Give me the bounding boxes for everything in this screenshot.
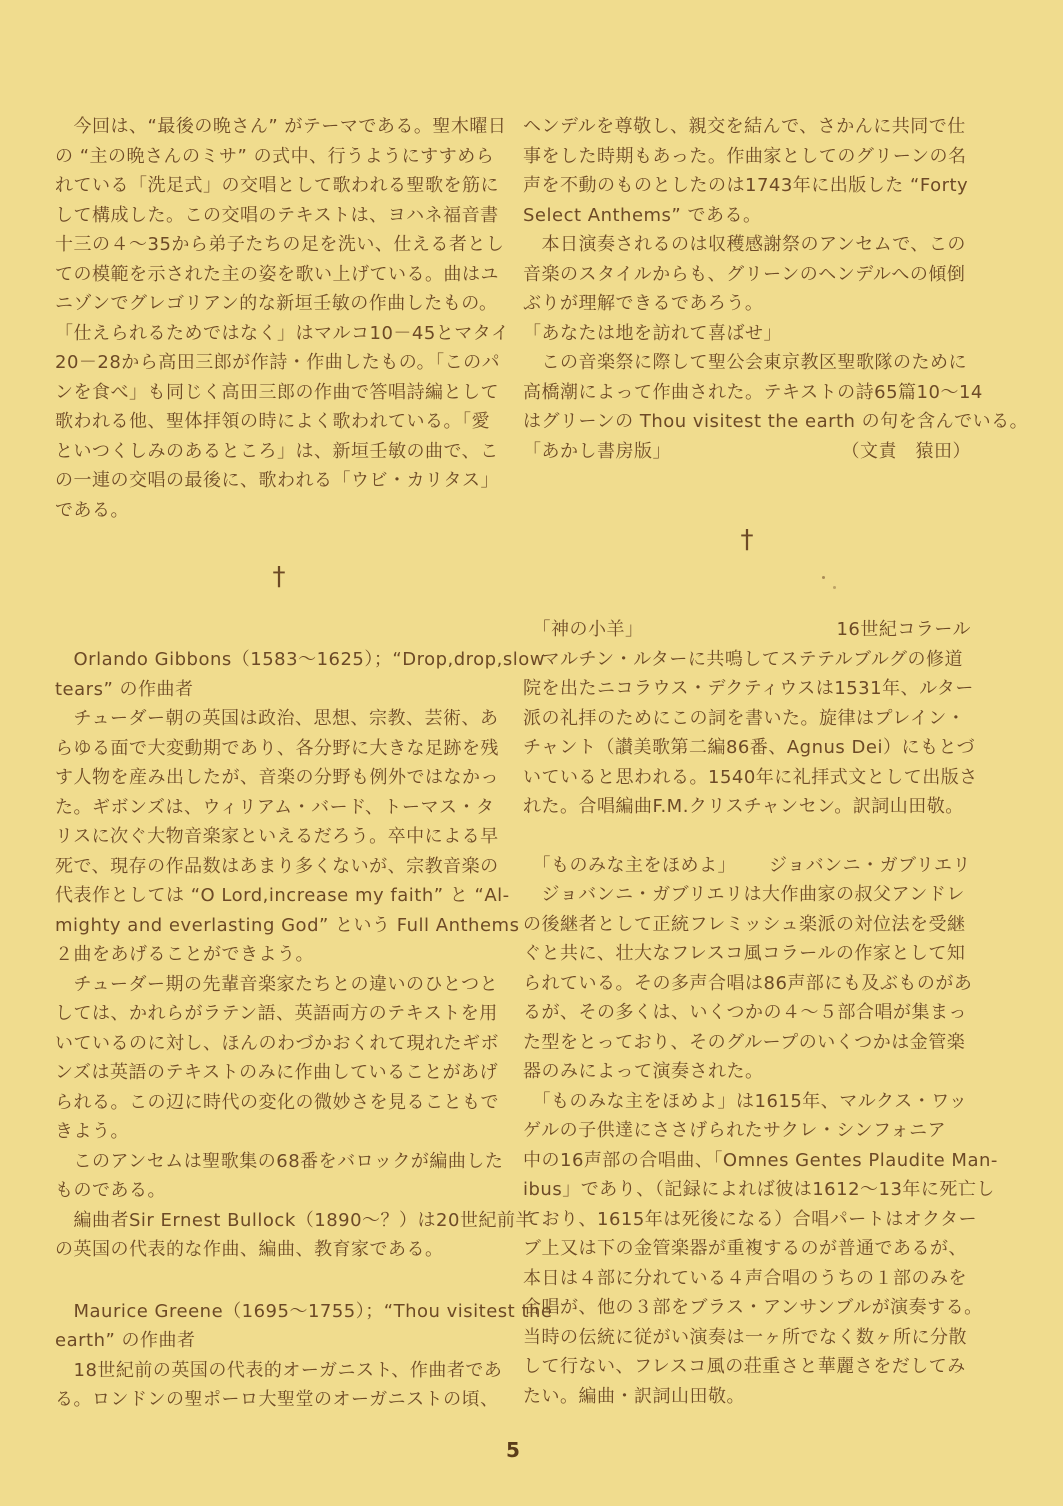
text-line: 「あなたは地を訪れて喜ばせ」 [523, 322, 782, 344]
page-number: 5 [506, 1438, 520, 1462]
scan-speck [822, 576, 825, 579]
text-line: 「仕えられるためではなく」はマルコ10－45とマタイ [55, 322, 510, 344]
text-line: この音楽祭に際して聖公会東京教区聖歌隊のために [523, 352, 967, 373]
text-line: 死で、現存の作品数はあまり多くないが、宗教音楽の [55, 855, 499, 877]
text-line: 歌われる他、聖体拝領の時によく歌われている。「愛 [55, 411, 490, 432]
text-line: の “主の晩さんのミサ” の式中、行うようにすすめら [55, 145, 495, 167]
text-line: ンズは英語のテキストのみに作曲していることがあげ [55, 1062, 499, 1083]
text-line: れた。合唱編曲F.M.クリスチャンセン。訳詞山田敬。 [523, 796, 964, 817]
line-left-segment: 「ものみな主をほめよ」 [523, 854, 736, 876]
text-line: Maurice Greene（1695〜1755）；“Thou visitest the [55, 1300, 553, 1322]
text-line: いているのに対し、ほんのわづかおくれて現れたギボ [55, 1032, 499, 1054]
greene-continuation [523, 112, 1029, 466]
text-line [523, 615, 971, 645]
text-line: る。ロンドンの聖ポーロ大聖堂のオーガニストの頃、 [55, 1389, 499, 1410]
text-line: 器のみによって演奏された。 [523, 1061, 764, 1082]
gibbons-notes [55, 645, 545, 1265]
scan-speck [833, 586, 836, 589]
last-supper-intro [55, 112, 510, 525]
text-line: ２曲をあげることができよう。 [55, 944, 314, 965]
text-line: の後継者として正統フレミッシュ楽派の対位法を受継 [523, 913, 966, 935]
text-line: の一連の交唱の最後に、歌われる「ウビ・カリタス」 [55, 470, 499, 491]
text-line: 派の礼拝のためにこの詞を書いた。旋律はプレイン・ [523, 707, 966, 729]
text-line: ぶりが理解できるであろう。 [523, 293, 764, 314]
gabrieli-notes [523, 851, 998, 1412]
text-line: して構成した。この交唱のテキストは、ヨハネ福音書 [55, 204, 499, 226]
text-line: ンを食べ」も同じく高田三郎の作曲で答唱詩編として [55, 381, 499, 403]
text-line: ており、1615年は死後になる）合唱パートはオクター [523, 1208, 978, 1230]
text-line: 事をした時期もあった。作曲家としてのグリーンの名 [523, 145, 967, 167]
text-line: るが、その多くは、いくつかの４〜５部合唱が集まっ [523, 1002, 967, 1023]
agnus-dei-notes [523, 615, 978, 822]
text-line: 合唱が、他の３部をブラス・アンサンブルが演奏する。 [523, 1297, 983, 1318]
text-line: たい。編曲・訳詞山田敬。 [523, 1385, 745, 1407]
text-line: である。 [55, 499, 129, 521]
text-line: 当時の伝統に従がい演奏は一ヶ所でなく数ヶ所に分散 [523, 1326, 967, 1348]
text-line: tears” の作曲者 [55, 678, 194, 700]
text-line: このアンセムは聖歌集の68番をバロックが編曲した [55, 1150, 504, 1172]
text-line [523, 437, 971, 467]
text-line: れている「洗足式」の交唱として歌われる聖歌を筋に [55, 175, 499, 196]
text-line: た型をとっており、そのグループのいくつかは金管楽 [523, 1031, 966, 1053]
text-line: 代表作としては “O Lord,increase my faith” と “Al- [55, 885, 510, 906]
text-line: といつくしみのあるところ」は、新垣壬敏の曲で、こ [55, 440, 499, 462]
text-line: ブ上又は下の金管楽器が重複するのが普通であるが、 [523, 1238, 967, 1259]
text-line: す人物を産み出したが、音楽の分野も例外ではなかっ [55, 767, 499, 788]
text-line: 声を不動のものとしたのは1743年に出版した “Forty [523, 175, 969, 196]
text-line: きよう。 [55, 1121, 129, 1142]
text-line [523, 851, 971, 881]
text-line: られる。この辺に時代の変化の微妙さを見ることもで [55, 1091, 499, 1113]
text-line: 本日は４部に分れている４声合唱のうちの１部のみを [523, 1267, 967, 1289]
line-right-segment: 16世紀コラール [836, 619, 971, 640]
text-line: 本日演奏されるのは収穫感謝祭のアンセムで、この [523, 234, 966, 255]
text-line: いていると思われる。1540年に礼拝式文として出版さ [523, 766, 978, 788]
text-line: マルチン・ルターに共鳴してステテルブルグの修道 [523, 648, 964, 670]
line-left-segment: 「神の小羊」 [523, 619, 644, 640]
text-line: ヘンデルを尊敬し、親交を結んで、さかんに共同で仕 [523, 116, 966, 137]
text-line: らゆる面で大変動期であり、各分野に大きな足跡を残 [55, 737, 499, 759]
text-line: チャント（讃美歌第二編86番、Agnus Dei）にもとづ [523, 737, 976, 758]
text-line: ぐと共に、壮大なフレスコ風コラールの作家として知 [523, 943, 966, 964]
text-line: チューダー期の先輩音楽家たちとの違いのひとつと [55, 973, 499, 995]
text-line: 今回は、“最後の晩さん” がテーマである。聖木曜日 [55, 116, 507, 137]
text-line: リスに次ぐ大物音楽家といえるだろう。卒中による早 [55, 826, 499, 847]
greene-notes [55, 1297, 553, 1415]
right-column [523, 112, 1029, 1411]
text-line: Orlando Gibbons（1583〜1625）；“Drop,drop,slow [55, 649, 545, 670]
line-right-segment: ジョバンニ・ガブリエリ [768, 854, 971, 876]
cross-divider: † [272, 562, 286, 592]
cross-divider: † [740, 525, 754, 555]
text-line: 「ものみな主をほめよ」は1615年、マルクス・ワッ [523, 1090, 968, 1112]
text-line: ての模範を示された主の姿を歌い上げている。曲はユ [55, 263, 499, 285]
text-line: た。ギボンズは、ウィリアム・バード、トーマス・タ [55, 796, 495, 818]
text-line: 編曲者Sir Ernest Bullock（1890〜？）は20世紀前半 [55, 1209, 534, 1231]
text-line: mighty and everlasting God” という Full Anthems [55, 914, 520, 936]
text-line: 18世紀前の英国の代表的オーガニスト、作曲者であ [55, 1359, 503, 1381]
text-line: の英国の代表的な作曲、編曲、教育家である。 [55, 1239, 444, 1260]
text-line: チューダー朝の英国は政治、思想、宗教、芸術、あ [55, 708, 499, 729]
text-line: られている。その多声合唱は86声部にも及ぶものがあ [523, 972, 973, 994]
text-line: 十三の４〜35から弟子たちの足を洗い、仕える者とし [55, 234, 505, 255]
text-line: ibus」であり、（記録によれば彼は1612〜13年に死亡し [523, 1179, 995, 1200]
text-line: earth” の作曲者 [55, 1330, 196, 1351]
text-line: 音楽のスタイルからも、グリーンのヘンデルへの傾倒 [523, 263, 966, 285]
text-line: 20－28から高田三郎が作詩・作曲したもの。「このパ [55, 352, 501, 373]
text-line: ゲルの子供達にささげられたサクレ・シンフォニア [523, 1120, 947, 1141]
line-right-segment: （文責 猿田） [841, 440, 971, 462]
text-line: Select Anthems” である。 [523, 204, 762, 226]
text-line: ものである。 [55, 1180, 166, 1201]
text-line: して行ない、フレスコ風の荘重さと華麗さをだしてみ [523, 1356, 966, 1377]
text-line: 中の16声部の合唱曲、「Omnes Gentes Plaudite Man- [523, 1149, 998, 1171]
text-line: ニゾンでグレゴリアン的な新垣壬敏の作曲したもの。 [55, 293, 498, 314]
text-line: 高橋潮によって作曲された。テキストの詩65篇10〜14 [523, 381, 983, 403]
text-line: しては、かれらがラテン語、英語両方のテキストを用 [55, 1003, 498, 1024]
text-line: はグリーンの Thou visitest the earth の句を含んでいる。 [523, 411, 1029, 432]
left-column [55, 112, 553, 1415]
line-left-segment: 「あかし書房版」 [523, 440, 671, 462]
text-line: 院を出たニコラウス・デクティウスは1531年、ルター [523, 678, 974, 699]
text-line: ジョバンニ・ガブリエリは大作曲家の叔父アンドレ [523, 884, 965, 905]
